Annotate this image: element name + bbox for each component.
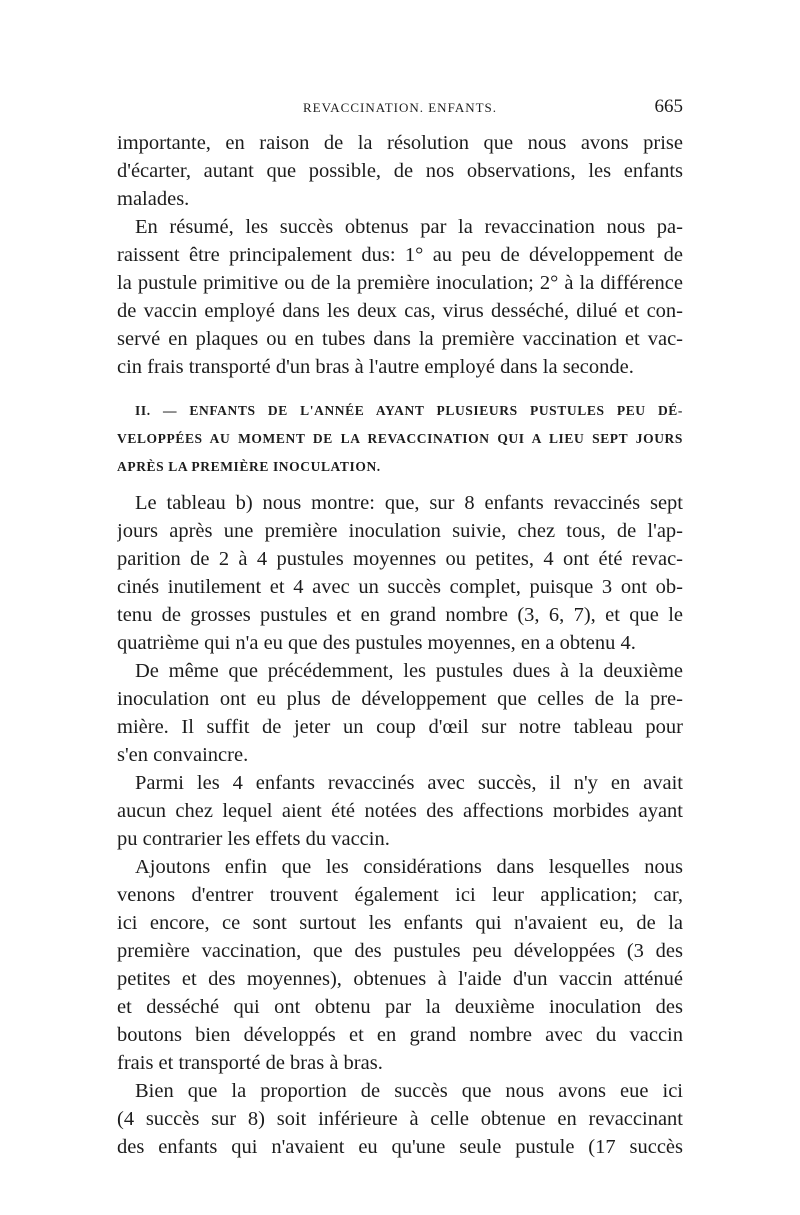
text-line: ici encore, ce sont surtout les enfants qui n'avaient eu, de la (117, 912, 683, 934)
text-line: (4 succès sur 8) soit inférieure à celle obtenue en revaccinant (117, 1108, 683, 1130)
page-header (117, 96, 683, 122)
text-line: raissent être principalement dus: 1° au peu de développement de (117, 244, 683, 266)
running-head: REVACCINATION. ENFANTS. (302, 100, 498, 115)
text-line: En résumé, les succès obtenus par la revaccination nous pa- (135, 216, 683, 238)
text-line: parition de 2 à 4 pustules moyennes ou petites, 4 ont été revac- (117, 548, 683, 570)
text-line: quatrième qui n'a eu que des pustules moyennes, en a obtenu 4. (117, 632, 636, 654)
text-line: tenu de grosses pustules et en grand nombre (3, 6, 7), et que le (117, 604, 683, 626)
text-line: Ajoutons enfin que les considérations dans lesquelles nous (135, 856, 683, 878)
text-line: des enfants qui n'avaient eu qu'une seule pustule (17 succès (117, 1136, 683, 1158)
text-line: aucun chez lequel aient été notées des affections morbides ayant (117, 800, 683, 822)
text-line: pu contrarier les effets du vaccin. (117, 828, 390, 850)
text-line: d'écarter, autant que possible, de nos observations, les enfants (117, 160, 683, 182)
page-number: 665 (654, 96, 683, 117)
text-line: venons d'entrer trouvent également ici leur application; car, (117, 884, 683, 906)
text-line: mière. Il suffit de jeter un coup d'œil sur notre tableau pour (117, 716, 683, 738)
text-line: la pustule primitive ou de la première inoculation; 2° à la différence (117, 272, 683, 294)
text-line: Le tableau b) nous montre: que, sur 8 enfants revaccinés sept (135, 492, 683, 514)
text-line: servé en plaques ou en tubes dans la première vaccination et vac- (117, 328, 683, 350)
text-line: boutons bien développés et en grand nombre avec du vaccin (117, 1024, 683, 1046)
text-line: cinés inutilement et 4 avec un succès complet, puisque 3 ont ob- (117, 576, 683, 598)
text-line: première vaccination, que des pustules peu développées (3 des (117, 940, 683, 962)
text-line: et desséché qui ont obtenu par la deuxième inoculation des (117, 996, 683, 1018)
section-heading-line: APRÈS LA PREMIÈRE INOCULATION. (117, 459, 381, 474)
text-line: Bien que la proportion de succès que nous avons eue ici (135, 1080, 683, 1102)
text-line: importante, en raison de la résolution que nous avons prise (117, 132, 683, 154)
text-line: s'en convaincre. (117, 744, 249, 766)
text-line: De même que précédemment, les pustules dues à la deuxième (135, 660, 683, 682)
text-line: frais et transporté de bras à bras. (117, 1052, 383, 1074)
text-line: Parmi les 4 enfants revaccinés avec succès, il n'y en avait (135, 772, 683, 794)
section-heading-line: VELOPPÉES AU MOMENT DE LA REVACCINATION QUI A LIEU SEPT JOURS (117, 431, 683, 446)
text-line: petites et des moyennes), obtenues à l'aide d'un vaccin atténué (117, 968, 683, 990)
text-line: malades. (117, 188, 190, 210)
section-heading-line: II. — ENFANTS DE L'ANNÉE AYANT PLUSIEURS PUSTULES PEU DÉ- (135, 403, 683, 418)
text-line: de vaccin employé dans les deux cas, virus desséché, dilué et con- (117, 300, 683, 322)
text-line: inoculation ont eu plus de développement que celles de la pre- (117, 688, 683, 710)
text-line: jours après une première inoculation suivie, chez tous, de l'ap- (117, 520, 683, 542)
text-line: cin frais transporté d'un bras à l'autre employé dans la seconde. (117, 356, 634, 378)
